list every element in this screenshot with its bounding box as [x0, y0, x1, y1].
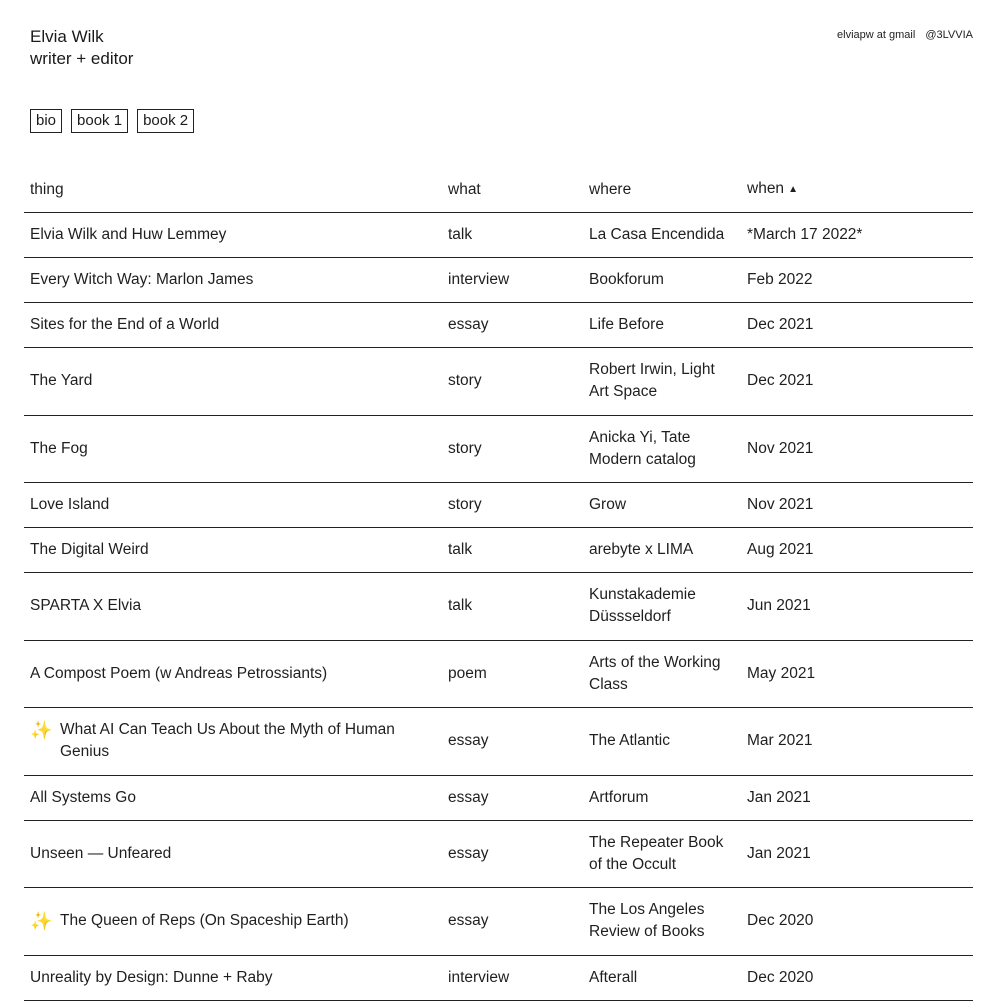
cell-when: Nov 2021	[747, 496, 814, 513]
cell-thing-title: Love Island	[30, 496, 110, 513]
cell-where: The Atlantic	[589, 732, 670, 750]
cell-what: poem	[448, 664, 487, 682]
cell-where: Afterall	[589, 968, 638, 986]
table-header-row	[24, 167, 973, 213]
cell-when: Dec 2021	[747, 372, 814, 390]
table-row[interactable]	[24, 348, 973, 416]
cell-thing-title: The Queen of Reps (On Spaceship Earth)	[60, 912, 349, 930]
cell-where: The Repeater Book of the Occult	[589, 833, 724, 873]
table-row[interactable]	[24, 956, 973, 1001]
table-row[interactable]	[24, 483, 973, 528]
sort-ascending-icon: ▲	[788, 184, 798, 195]
cell-where: Grow	[589, 496, 627, 513]
cell-thing[interactable]	[24, 595, 442, 617]
cell-thing-title: The Digital Weird	[30, 541, 149, 558]
cell-where: Arts of the Working Class	[589, 653, 721, 693]
cell-what: talk	[448, 541, 473, 558]
book-2-button[interactable]: book 2	[137, 109, 194, 133]
social-handle-link[interactable]: @3LVVIA	[925, 29, 973, 41]
cell-thing[interactable]	[24, 719, 442, 763]
table-row[interactable]	[24, 776, 973, 821]
cell-thing-title: Unreality by Design: Dunne + Raby	[30, 968, 273, 986]
sparkles-icon: ✨	[30, 911, 53, 932]
contact-info	[837, 29, 973, 41]
author-name: Elvia Wilk	[30, 27, 104, 46]
cell-when: Dec 2020	[747, 968, 814, 986]
cell-what: story	[448, 372, 482, 390]
cell-what: talk	[448, 597, 473, 615]
cell-when: Jun 2021	[747, 597, 811, 615]
cell-where: arebyte x LIMA	[589, 541, 694, 558]
cell-what: essay	[448, 316, 489, 333]
cell-when: Aug 2021	[747, 541, 814, 558]
author-role: writer + editor	[30, 49, 134, 68]
cell-when: May 2021	[747, 664, 816, 682]
column-header-what[interactable]: what	[448, 180, 481, 198]
cell-when: Mar 2021	[747, 732, 813, 750]
cell-thing-title: Sites for the End of a World	[30, 316, 220, 333]
table-row[interactable]	[24, 641, 973, 709]
cell-thing-title: The Fog	[30, 439, 88, 457]
cell-thing[interactable]	[24, 663, 442, 685]
bio-button[interactable]: bio	[30, 109, 62, 133]
cell-where: Kunstakademie Düssseldorf	[589, 586, 696, 626]
cell-thing-title: Unseen — Unfeared	[30, 844, 172, 862]
book-1-button[interactable]: book 1	[71, 109, 128, 133]
table-row[interactable]	[24, 213, 973, 258]
cell-what: talk	[448, 226, 473, 243]
cell-thing-title: The Yard	[30, 372, 93, 390]
cell-where: Artforum	[589, 788, 649, 806]
email-link[interactable]: elviapw at gmail	[837, 29, 916, 41]
cell-when: Nov 2021	[747, 439, 814, 457]
table-row[interactable]	[24, 708, 973, 776]
cell-where: Life Before	[589, 316, 664, 333]
cell-thing[interactable]	[24, 787, 442, 809]
cell-when: *March 17 2022*	[747, 226, 863, 243]
table-row[interactable]	[24, 821, 973, 889]
cell-thing[interactable]	[24, 269, 442, 291]
cell-where: Robert Irwin, Light Art Space	[589, 361, 715, 401]
cell-thing-title: A Compost Poem (w Andreas Petrossiants)	[30, 664, 328, 682]
cell-thing-title: What AI Can Teach Us About the Myth of Human Genius	[60, 721, 395, 761]
cell-thing[interactable]	[24, 438, 442, 460]
cell-when: Feb 2022	[747, 271, 813, 288]
cell-thing[interactable]	[24, 314, 442, 336]
table-row[interactable]	[24, 573, 973, 641]
nav-bar	[30, 109, 194, 133]
table-row[interactable]	[24, 258, 973, 303]
site-header	[30, 26, 133, 70]
cell-thing[interactable]	[24, 910, 442, 932]
cell-when: Jan 2021	[747, 844, 811, 862]
column-header-when-label: when	[747, 180, 785, 197]
cell-what: essay	[448, 732, 489, 750]
cell-when: Dec 2021	[747, 316, 814, 333]
works-table	[24, 167, 973, 1001]
cell-when: Dec 2020	[747, 912, 814, 930]
cell-thing-title: Elvia Wilk and Huw Lemmey	[30, 226, 227, 243]
cell-what: story	[448, 496, 482, 513]
cell-thing-title: All Systems Go	[30, 788, 136, 806]
column-header-when[interactable]	[741, 178, 973, 201]
cell-thing[interactable]	[24, 843, 442, 865]
cell-thing[interactable]	[24, 224, 442, 246]
cell-when: Jan 2021	[747, 788, 811, 806]
cell-where: La Casa Encendida	[589, 226, 725, 243]
cell-thing-title: Every Witch Way: Marlon James	[30, 271, 254, 288]
cell-thing[interactable]	[24, 494, 442, 516]
cell-thing-title: SPARTA X Elvia	[30, 597, 142, 615]
cell-what: essay	[448, 912, 489, 930]
cell-thing[interactable]	[24, 370, 442, 392]
cell-where: Bookforum	[589, 271, 664, 288]
table-row[interactable]	[24, 888, 973, 956]
table-row[interactable]	[24, 416, 973, 484]
cell-what: interview	[448, 271, 510, 288]
cell-what: story	[448, 439, 482, 457]
sparkles-icon: ✨	[30, 720, 53, 741]
table-row[interactable]	[24, 303, 973, 348]
cell-what: essay	[448, 844, 489, 862]
cell-where: The Los Angeles Review of Books	[589, 901, 705, 941]
cell-what: interview	[448, 968, 510, 986]
cell-where: Anicka Yi, Tate Modern catalog	[589, 428, 696, 468]
column-header-thing[interactable]: thing	[30, 180, 64, 198]
cell-thing[interactable]	[24, 539, 442, 561]
table-row[interactable]	[24, 528, 973, 573]
cell-what: essay	[448, 788, 489, 806]
cell-thing[interactable]	[24, 967, 442, 989]
column-header-where[interactable]: where	[589, 180, 632, 198]
